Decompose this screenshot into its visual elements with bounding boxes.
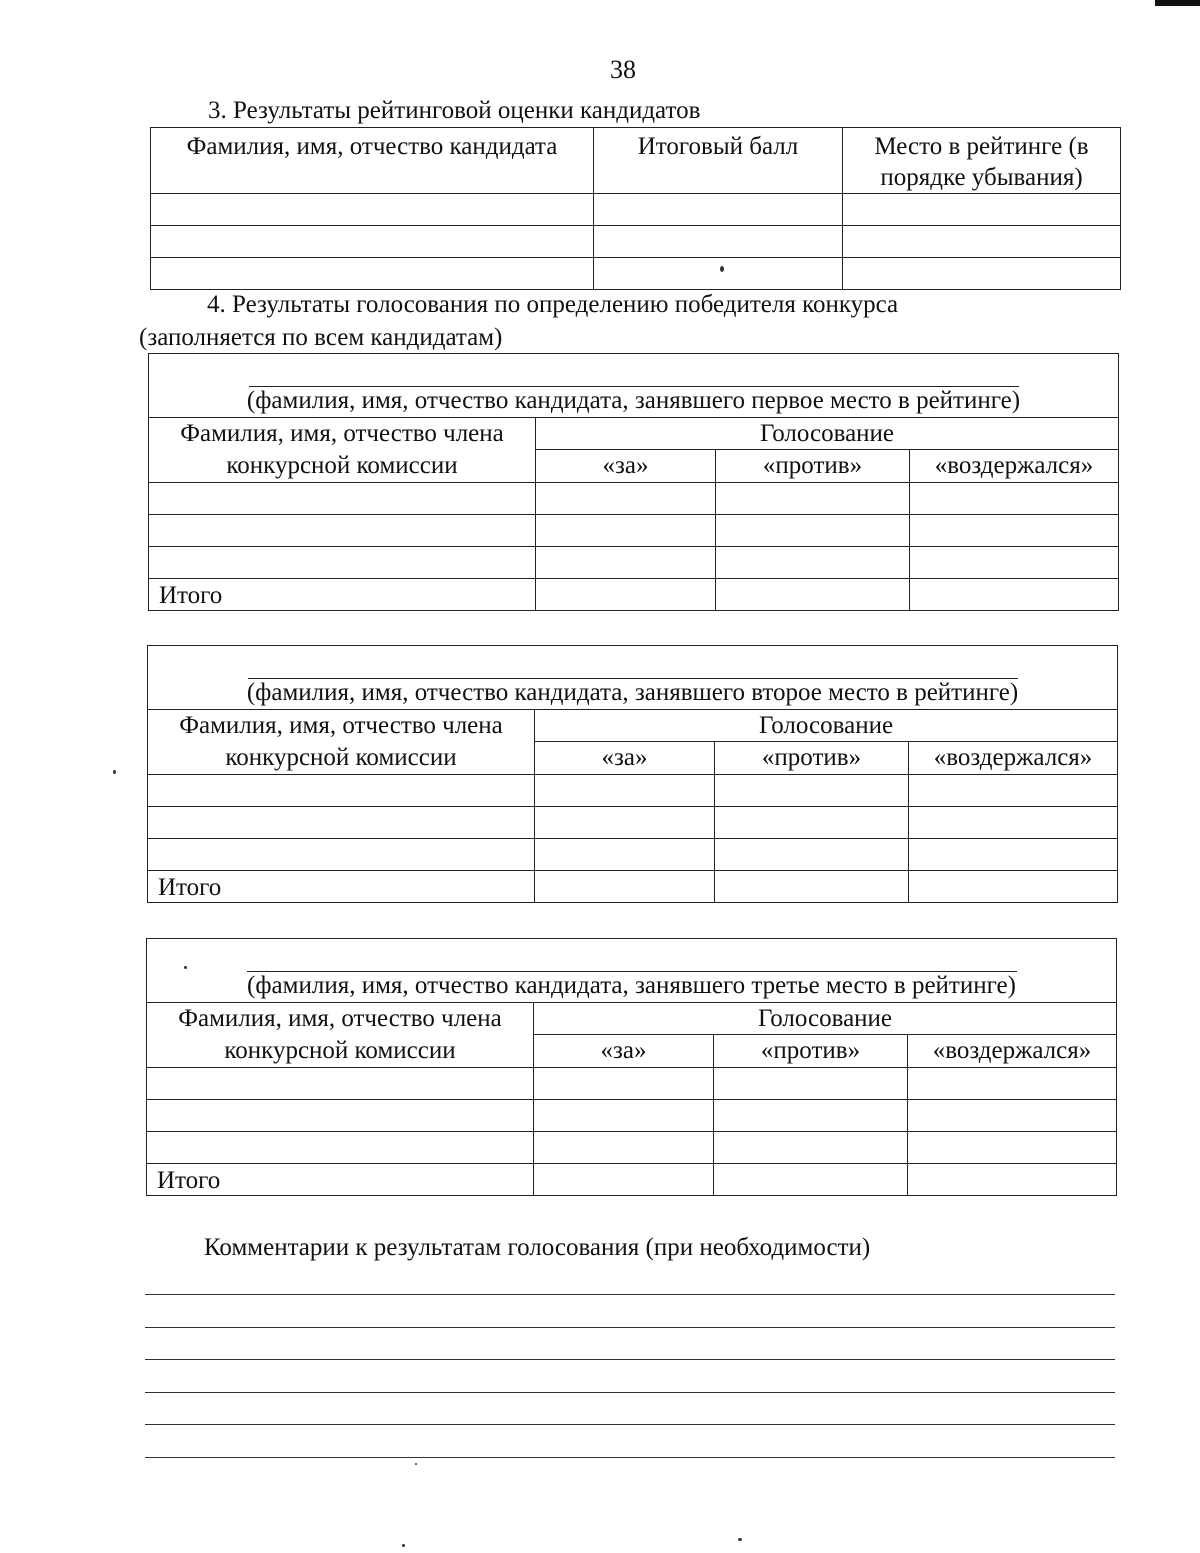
member-header: Фамилия, имя, отчество члена конкурсной комиссии — [149, 418, 536, 483]
vote-cell[interactable] — [714, 1132, 908, 1164]
rating-header-score: Итоговый балл — [594, 128, 843, 194]
vote-cell[interactable] — [535, 775, 715, 807]
rating-cell-name[interactable] — [151, 194, 594, 226]
member-header: Фамилия, имя, отчество члена конкурсной комиссии — [148, 710, 535, 775]
total-cell[interactable] — [716, 579, 910, 611]
rating-cell-place[interactable] — [843, 194, 1121, 226]
comment-line[interactable] — [145, 1457, 1115, 1458]
scan-speck — [415, 1463, 417, 1465]
scan-speck — [113, 770, 116, 774]
voting-header: Голосование — [534, 1003, 1117, 1035]
table-row — [148, 807, 1118, 839]
comment-line[interactable] — [145, 1359, 1115, 1360]
voting-header: Голосование — [535, 710, 1118, 742]
vote-abstain-header: «воздержался» — [909, 742, 1118, 775]
comment-line[interactable] — [145, 1327, 1115, 1328]
table-row — [151, 258, 1121, 290]
vote-cell[interactable] — [534, 1068, 714, 1100]
vote-cell[interactable] — [714, 1068, 908, 1100]
rating-cell-score[interactable] — [594, 258, 843, 290]
vote-against-header: «против» — [714, 1035, 908, 1068]
table-row — [149, 547, 1119, 579]
comment-line[interactable] — [145, 1392, 1115, 1393]
vote-cell[interactable] — [715, 775, 909, 807]
total-cell[interactable] — [910, 579, 1119, 611]
rating-cell-score[interactable] — [594, 226, 843, 258]
voting-section-subtitle: (заполняется по всем кандидатам) — [139, 324, 503, 351]
candidate-cell — [148, 646, 1118, 710]
member-cell[interactable] — [147, 1100, 534, 1132]
total-label: Итого — [147, 1164, 534, 1196]
total-cell[interactable] — [534, 1164, 714, 1196]
rating-cell-place[interactable] — [843, 226, 1121, 258]
rating-section-title: 3. Результаты рейтинговой оценки кандидатов — [208, 97, 701, 124]
candidate-cell — [147, 939, 1117, 1003]
table-row — [151, 226, 1121, 258]
vote-cell[interactable] — [908, 1100, 1117, 1132]
scan-speck — [184, 966, 187, 969]
voting-table-third-place — [146, 938, 1117, 1196]
member-header: Фамилия, имя, отчество члена конкурсной комиссии — [147, 1003, 534, 1068]
vote-cell[interactable] — [909, 807, 1118, 839]
member-cell[interactable] — [149, 547, 536, 579]
vote-cell[interactable] — [536, 547, 716, 579]
vote-cell[interactable] — [535, 839, 715, 871]
total-cell[interactable] — [909, 871, 1118, 903]
table-row — [147, 1132, 1117, 1164]
comment-line[interactable] — [145, 1424, 1115, 1425]
member-cell[interactable] — [148, 775, 535, 807]
vote-cell[interactable] — [536, 483, 716, 515]
rating-table — [150, 127, 1121, 290]
table-row — [148, 839, 1118, 871]
total-row — [149, 579, 1119, 611]
candidate-caption: (фамилия, имя, отчество кандидата, занявшего второе место в рейтинге) — [246, 679, 1019, 706]
vote-cell[interactable] — [910, 483, 1119, 515]
rating-cell-name[interactable] — [151, 226, 594, 258]
total-row — [148, 871, 1118, 903]
vote-for-header: «за» — [534, 1035, 714, 1068]
member-cell[interactable] — [148, 807, 535, 839]
page-number: 38 — [610, 55, 636, 84]
voting-table-first-place — [148, 353, 1119, 611]
member-cell[interactable] — [148, 839, 535, 871]
vote-cell[interactable] — [716, 547, 910, 579]
vote-abstain-header: «воздержался» — [910, 450, 1119, 483]
voting-table-second-place — [147, 645, 1118, 903]
vote-cell[interactable] — [909, 775, 1118, 807]
vote-cell[interactable] — [536, 515, 716, 547]
vote-for-header: «за» — [535, 742, 715, 775]
vote-cell[interactable] — [908, 1132, 1117, 1164]
total-cell[interactable] — [908, 1164, 1117, 1196]
candidate-cell — [149, 354, 1119, 418]
vote-cell[interactable] — [910, 547, 1119, 579]
comment-line[interactable] — [145, 1294, 1115, 1295]
vote-cell[interactable] — [716, 515, 910, 547]
voting-section-title: 4. Результаты голосования по определению победителя конкурса — [207, 291, 899, 318]
total-cell[interactable] — [536, 579, 716, 611]
table-row — [151, 194, 1121, 226]
rating-header-name: Фамилия, имя, отчество кандидата — [151, 128, 594, 194]
scan-speck — [402, 1544, 405, 1547]
member-cell[interactable] — [149, 483, 536, 515]
vote-cell[interactable] — [910, 515, 1119, 547]
scan-speck — [738, 1538, 742, 1541]
vote-for-header: «за» — [536, 450, 716, 483]
total-row — [147, 1164, 1117, 1196]
candidate-caption: (фамилия, имя, отчество кандидата, занявшего третье место в рейтинге) — [247, 972, 1016, 999]
table-row — [149, 515, 1119, 547]
vote-cell[interactable] — [908, 1068, 1117, 1100]
table-row — [148, 775, 1118, 807]
vote-against-header: «против» — [715, 742, 909, 775]
table-row — [147, 1068, 1117, 1100]
total-label: Итого — [149, 579, 536, 611]
vote-cell[interactable] — [535, 807, 715, 839]
vote-cell[interactable] — [715, 807, 909, 839]
vote-cell[interactable] — [534, 1100, 714, 1132]
rating-cell-name[interactable] — [151, 258, 594, 290]
vote-cell[interactable] — [534, 1132, 714, 1164]
vote-against-header: «против» — [716, 450, 910, 483]
member-cell[interactable] — [147, 1132, 534, 1164]
member-cell[interactable] — [147, 1068, 534, 1100]
candidate-caption: (фамилия, имя, отчество кандидата, занявшего первое место в рейтинге) — [246, 387, 1021, 414]
comments-title: Комментарии к результатам голосования (при необходимости) — [204, 1234, 871, 1261]
total-cell[interactable] — [715, 871, 909, 903]
vote-cell[interactable] — [909, 839, 1118, 871]
member-cell[interactable] — [149, 515, 536, 547]
vote-cell[interactable] — [714, 1100, 908, 1132]
vote-abstain-header: «воздержался» — [908, 1035, 1117, 1068]
scan-speck — [720, 266, 724, 272]
table-row — [149, 483, 1119, 515]
total-label: Итого — [148, 871, 535, 903]
voting-header: Голосование — [536, 418, 1119, 450]
rating-cell-score[interactable] — [594, 194, 843, 226]
vote-cell[interactable] — [715, 839, 909, 871]
total-cell[interactable] — [535, 871, 715, 903]
scan-corner-mark — [1155, 0, 1200, 6]
vote-cell[interactable] — [716, 483, 910, 515]
table-row — [147, 1100, 1117, 1132]
total-cell[interactable] — [714, 1164, 908, 1196]
rating-header-place: Место в рейтинге (в порядке убывания) — [843, 128, 1121, 194]
rating-cell-place[interactable] — [843, 258, 1121, 290]
